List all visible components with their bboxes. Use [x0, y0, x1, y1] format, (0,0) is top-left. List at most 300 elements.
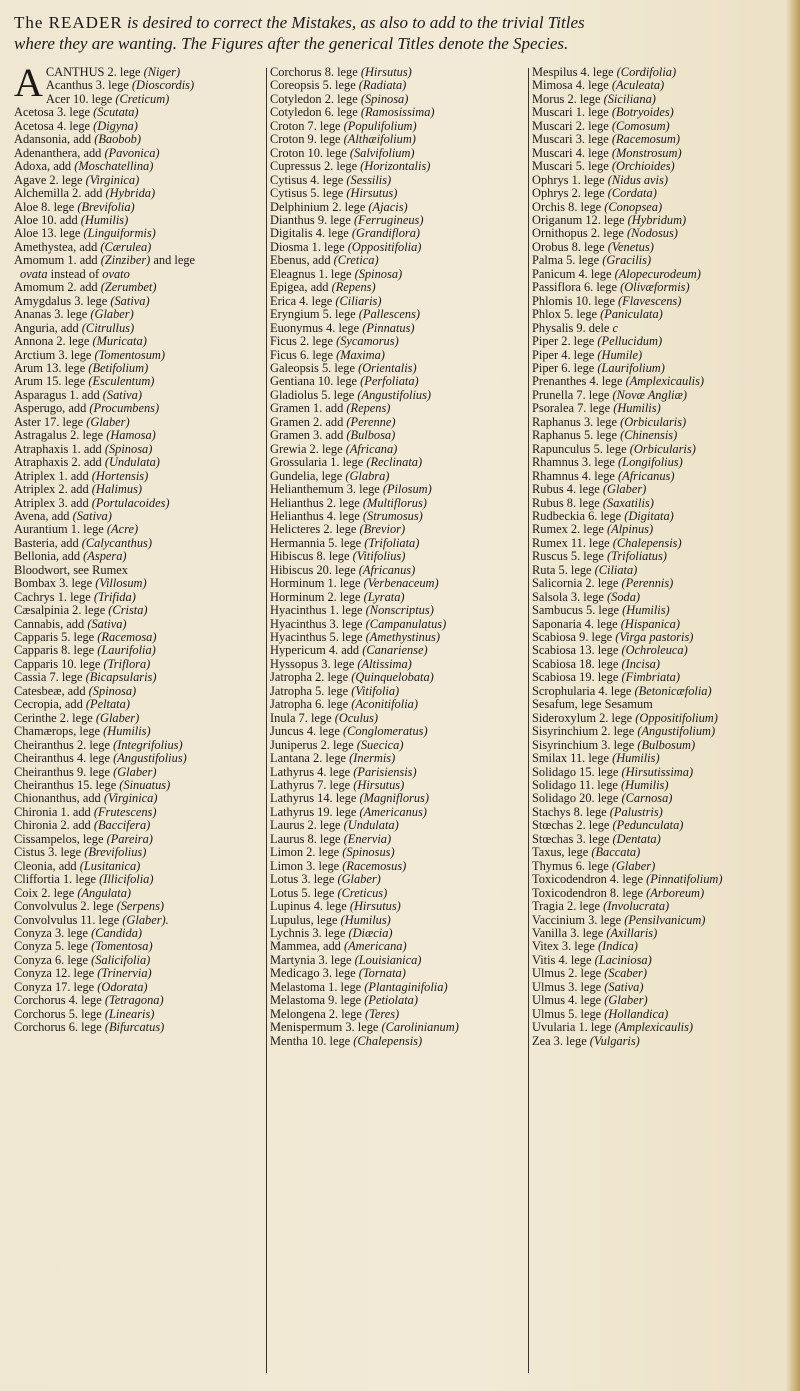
entry-species: (Salicifolia) — [91, 952, 151, 967]
errata-entry — [532, 497, 784, 510]
entry-species: (Americana) — [343, 939, 407, 954]
entry-text: Atriplex 3. add — [14, 495, 92, 510]
entry-species: (Bulbosum) — [637, 737, 696, 752]
entry-species: (Horizontalis) — [360, 159, 431, 174]
entry-species: (Axillaris) — [606, 926, 658, 940]
entry-text: Taxus, lege — [532, 845, 592, 860]
entry-species: (Comosum) — [611, 118, 670, 133]
entry-text: Helianthus 4. lege — [270, 508, 363, 523]
entry-species: (Virga pastoris) — [615, 630, 694, 645]
entry-text: Croton 7. lege — [270, 118, 344, 133]
entry-species: (Suecica) — [356, 737, 404, 752]
entry-text: Juncus 4. lege — [270, 724, 343, 739]
entry-text: Orobus 8. lege — [532, 239, 608, 254]
errata-entry — [532, 806, 784, 819]
entry-text: Mammea, add — [270, 939, 344, 954]
errata-entry — [270, 860, 525, 873]
entry-species: (Hirsutus) — [346, 186, 398, 201]
entry-species: (Laurifolium) — [597, 360, 665, 375]
entry-species: (Orbicularis) — [620, 414, 687, 429]
entry-text: Sisyrinchium 2. lege — [532, 724, 638, 739]
entry-text: Martynia 3. lege — [270, 952, 355, 967]
entry-species: (Creticus) — [337, 885, 388, 900]
entry-species: (Incisa) — [621, 656, 661, 671]
entry-text: Lupulus, lege — [270, 912, 341, 927]
entry-species: (Calycanthus) — [81, 535, 152, 550]
errata-entry — [532, 1008, 784, 1021]
entry-text: Ornithopus 2. lege — [532, 226, 627, 241]
entry-text: Corchorus 5. lege — [14, 1006, 105, 1021]
entry-text: Scrophularia 4. lege — [532, 683, 635, 698]
errata-entry — [14, 792, 264, 805]
entry-text: Zea 3. lege — [532, 1033, 590, 1048]
entry-species: (Spinosus) — [342, 845, 395, 860]
entry-species: (Orientalis) — [358, 360, 417, 375]
entry-text: Atriplex 2. add — [14, 482, 92, 497]
errata-entry — [270, 349, 525, 362]
entry-text: Cupressus 2. lege — [270, 159, 361, 174]
entry-text: Corchorus 4. lege — [14, 993, 105, 1008]
entry-species: (Sativa) — [110, 293, 150, 308]
entry-species: (Ramosissima) — [360, 105, 435, 120]
errata-entry — [14, 752, 264, 765]
entry-species: (Monstrosum) — [611, 145, 682, 160]
entry-text: Laurus 8. lege — [270, 831, 344, 846]
entry-text: Lathyrus 4. lege — [270, 764, 354, 779]
errata-entry — [14, 954, 264, 967]
entry-species: (Magniflorus) — [359, 791, 429, 806]
entry-species: (Lusitanica) — [79, 858, 141, 873]
entry-text: Mimosa 4. lege — [532, 78, 612, 93]
entry-text: Gladiolus 5. lege — [270, 387, 358, 402]
entry-text: Basteria, add — [14, 535, 82, 550]
entry-species: (Niger) — [143, 65, 181, 79]
entry-species: (Perenne) — [346, 414, 396, 429]
entry-text: Aurantium 1. lege — [14, 522, 107, 537]
entry-species: (Verbenaceum) — [363, 576, 439, 591]
errata-entry — [270, 833, 525, 846]
errata-entry — [270, 281, 525, 294]
errata-entry — [270, 443, 525, 456]
entry-text: Eryngium 5. lege — [270, 307, 359, 322]
errata-entry — [14, 860, 264, 873]
entry-species: (Humilis) — [80, 212, 129, 227]
column-rule-1 — [266, 68, 267, 1373]
errata-entry — [270, 227, 525, 240]
entry-text: Gramen 1. add — [270, 401, 347, 416]
entry-species: (Chalepensis) — [353, 1033, 423, 1048]
errata-entry — [532, 349, 784, 362]
entry-species: ovato — [102, 266, 130, 281]
entry-text: Gramen 2. add — [270, 414, 347, 429]
errata-entry — [270, 994, 525, 1007]
entry-species: (Humilis) — [103, 724, 151, 739]
entry-text: Adoxa, add — [14, 159, 75, 174]
errata-entry — [270, 779, 525, 792]
entry-species: (Ferrugineus) — [353, 212, 424, 227]
entry-text: Conyza 12. lege — [14, 966, 98, 981]
errata-entry — [270, 456, 525, 469]
entry-species: (Carnosa) — [621, 791, 673, 806]
errata-entry — [532, 429, 784, 442]
entry-text: Panicum 4. lege — [532, 266, 615, 281]
errata-entry — [14, 1008, 264, 1021]
entry-text: Bellonia, add — [14, 549, 84, 564]
entry-species: (Olivæformis) — [620, 280, 690, 295]
entry-species: (Serpens) — [116, 899, 165, 914]
entry-species: (Alpinus) — [607, 522, 654, 537]
entry-text: Ulmus 5. lege — [532, 1006, 605, 1021]
entry-text: Chironia 1. add — [14, 804, 94, 819]
entry-text: Grossularia 1. lege — [270, 455, 367, 470]
errata-column-3 — [532, 66, 784, 1048]
entry-species: (Sativa) — [72, 508, 112, 523]
errata-entry — [270, 523, 525, 536]
errata-entry — [270, 550, 525, 563]
entry-species: (Angulata) — [77, 885, 132, 900]
errata-entry — [270, 416, 525, 429]
errata-entry — [270, 497, 525, 510]
errata-entry — [14, 456, 264, 469]
entry-text: Hyssopus 3. lege — [270, 656, 358, 671]
errata-entry — [270, 174, 525, 187]
entry-species: (Pilosum) — [382, 482, 432, 497]
errata-entry — [14, 106, 264, 119]
entry-species: (Spinosa) — [354, 266, 403, 281]
errata-entry — [532, 120, 784, 133]
entry-text: Adenanthera, add — [14, 145, 105, 160]
entry-text: Astragalus 2. lege — [14, 428, 107, 443]
entry-text: Rapunculus 5. lege — [532, 441, 630, 456]
entry-suffix: and lege — [150, 253, 196, 268]
entry-species: (Perennis) — [621, 576, 674, 591]
errata-entry — [14, 470, 264, 483]
entry-species: (Sativa) — [604, 979, 644, 994]
errata-entry — [532, 456, 784, 469]
errata-entry — [532, 967, 784, 980]
errata-entry — [532, 725, 784, 738]
entry-text: Gramen 3. add — [270, 428, 347, 443]
entry-species: (Amethystinus) — [365, 630, 440, 645]
entry-text: Limon 3. lege — [270, 858, 343, 873]
entry-species: (Glaber) — [95, 710, 140, 725]
errata-entry — [270, 671, 525, 684]
entry-text: Acetosa 3. lege — [14, 105, 94, 120]
entry-text: Ulmus 2. lege — [532, 966, 605, 981]
errata-entry — [14, 698, 264, 711]
entry-species: (Humilis) — [621, 778, 669, 793]
errata-entry — [14, 833, 264, 846]
entry-text: Ficus 2. lege — [270, 334, 337, 349]
entry-species: (Vitifolia) — [351, 683, 400, 698]
errata-entry — [270, 537, 525, 550]
entry-species: (Aspera) — [83, 549, 127, 564]
entry-species: (Pinnatifolium) — [646, 872, 723, 887]
errata-entry — [14, 914, 264, 927]
entry-species: (Hirsutus) — [360, 65, 412, 79]
entry-species: (Pallescens) — [358, 307, 421, 322]
entry-species: (Cordifolia) — [616, 65, 677, 79]
errata-entry — [532, 160, 784, 173]
entry-text: Jatropha 6. lege — [270, 697, 352, 712]
entry-text: Scabiosa 9. lege — [532, 630, 616, 645]
errata-entry — [14, 389, 264, 402]
errata-entry — [532, 940, 784, 953]
entry-text: Bloodwort, see Rumex — [14, 562, 128, 577]
errata-entry — [532, 577, 784, 590]
entry-text: Scabiosa 13. lege — [532, 643, 622, 658]
errata-entry — [270, 927, 525, 940]
errata-entry — [270, 766, 525, 779]
entry-text: Stœchas 3. lege — [532, 831, 613, 846]
entry-text: Ulmus 4. lege — [532, 993, 605, 1008]
errata-entry — [14, 349, 264, 362]
errata-entry — [270, 66, 525, 79]
entry-text: Salsola 3. lege — [532, 589, 608, 604]
errata-entry — [14, 846, 264, 859]
entry-species: (Brevifolia) — [77, 199, 135, 214]
entry-species: (Soda) — [607, 589, 641, 604]
errata-entry — [532, 685, 784, 698]
entry-text: Rubus 4. lege — [532, 482, 603, 497]
errata-entry — [14, 725, 264, 738]
errata-entry — [532, 214, 784, 227]
entry-text: Asperugo, add — [14, 401, 90, 416]
errata-entry — [14, 671, 264, 684]
entry-text: Hypericum 4. add — [270, 643, 363, 658]
entry-text: Melongena 2. lege — [270, 1006, 365, 1021]
errata-entry — [270, 389, 525, 402]
errata-entry — [270, 1008, 525, 1021]
entry-species: (Longifolius) — [618, 455, 683, 470]
entry-species: (Saxatilis) — [602, 495, 654, 510]
errata-entry — [14, 806, 264, 819]
errata-entry — [270, 604, 525, 617]
errata-entry — [532, 698, 784, 711]
entry-species: (Nidus avis) — [607, 172, 668, 187]
entry-text: Rhamnus 3. lege — [532, 455, 619, 470]
entry-species: (Altissima) — [357, 656, 412, 671]
entry-species: (Trifoliatus) — [607, 549, 667, 564]
entry-text: Cassia 7. lege — [14, 670, 86, 685]
errata-entry — [14, 712, 264, 725]
entry-text: Delphinium 2. lege — [270, 199, 369, 214]
errata-entry — [532, 1035, 784, 1048]
errata-entry — [14, 644, 264, 657]
errata-entry — [532, 564, 784, 577]
entry-species: (Glaber) — [611, 858, 656, 873]
entry-species: (Bicapsularis) — [85, 670, 157, 685]
entry-species: (Lyrata) — [363, 589, 405, 604]
entry-text: Eleagnus 1. lege — [270, 266, 355, 281]
entry-species: (Orbicularis) — [629, 441, 696, 456]
entry-text: Cecropia, add — [14, 697, 86, 712]
errata-entry — [532, 981, 784, 994]
entry-species: (Dioscordis) — [131, 78, 195, 93]
entry-species: (Cretica) — [333, 253, 379, 268]
errata-entry — [14, 967, 264, 980]
errata-column-2 — [270, 66, 525, 1048]
entry-text: Gentiana 10. lege — [270, 374, 361, 389]
entry-text: Bombax 3. lege — [14, 576, 96, 591]
entry-text: Hyacinthus 1. lege — [270, 603, 366, 618]
entry-text: Sambucus 5. lege — [532, 603, 623, 618]
errata-entry — [14, 873, 264, 886]
errata-entry — [14, 497, 264, 510]
entry-species: (Brevifolius) — [84, 845, 147, 860]
entry-text: Phlox 5. lege — [532, 307, 601, 322]
entry-text: Sisyrinchium 3. lege — [532, 737, 638, 752]
entry-species: (Ciliata) — [594, 562, 638, 577]
entry-species: (Trifoliata) — [364, 535, 420, 550]
errata-entry — [14, 685, 264, 698]
entry-species: (Pareira) — [106, 831, 153, 846]
entry-species: (Dentata) — [612, 831, 661, 846]
page-edge — [786, 0, 800, 1391]
errata-entry — [532, 887, 784, 900]
errata-entry — [14, 940, 264, 953]
entry-text: Ophrys 2. lege — [532, 186, 608, 201]
entry-species: (Vitifolius) — [352, 549, 406, 564]
entry-species: (Carolinianum) — [381, 1020, 459, 1035]
entry-text: Adansonia, add — [14, 132, 95, 147]
entry-text: Helianthus 2. lege — [270, 495, 363, 510]
entry-species: (Villosum) — [95, 576, 147, 591]
entry-species: (Digyna) — [93, 118, 138, 133]
errata-entry — [270, 967, 525, 980]
entry-species: (Grandiflora) — [351, 226, 421, 241]
entry-species: (Virginica) — [85, 172, 140, 187]
entry-text: Toxicodendron 4. lege — [532, 872, 647, 887]
errata-entry — [14, 160, 264, 173]
entry-species: (Strumosus) — [362, 508, 423, 523]
errata-entry — [14, 591, 264, 604]
entry-species: (Maxima) — [336, 347, 385, 362]
errata-entry — [532, 362, 784, 375]
entry-species: (Multiflorus) — [362, 495, 427, 510]
errata-entry — [14, 577, 264, 590]
errata-entry — [270, 470, 525, 483]
errata-entry — [14, 739, 264, 752]
errata-entry — [532, 201, 784, 214]
entry-text: Lotus 3. lege — [270, 872, 338, 887]
entry-text: Hermannia 5. lege — [270, 535, 365, 550]
errata-entry — [532, 618, 784, 631]
entry-species: (Baccifera) — [93, 818, 151, 833]
entry-species: ovata — [20, 266, 48, 281]
entry-text: Aloe 8. lege — [14, 199, 78, 214]
entry-species: (Linearis) — [104, 1006, 155, 1021]
entry-text: Cliffortia 1. lege — [14, 872, 100, 887]
entry-text: Uvularia 1. lege — [532, 1020, 615, 1035]
entry-text: Lychnis 3. lege — [270, 926, 349, 940]
entry-species: (Sessilis) — [346, 172, 392, 187]
entry-species: (Citrullus) — [81, 320, 135, 335]
entry-text: Helicteres 2. lege — [270, 522, 360, 537]
entry-text: Chamærops, lege — [14, 724, 104, 739]
errata-entry — [532, 187, 784, 200]
errata-entry — [270, 241, 525, 254]
entry-text: Avena, add — [14, 508, 73, 523]
entry-text: Convolvulus 2. lege — [14, 899, 117, 914]
errata-entry — [532, 860, 784, 873]
entry-text: Solidago 15. lege — [532, 764, 622, 779]
errata-entry — [270, 402, 525, 415]
errata-entry — [14, 604, 264, 617]
errata-entry — [532, 93, 784, 106]
entry-text: Hibiscus 8. lege — [270, 549, 353, 564]
entry-species: (Racemosus) — [342, 858, 407, 873]
errata-entry — [270, 658, 525, 671]
errata-entry — [532, 510, 784, 523]
entry-species: (Humilis) — [613, 401, 661, 416]
entry-species: (Teres) — [364, 1006, 400, 1021]
errata-entry — [270, 160, 525, 173]
errata-entry — [532, 375, 784, 388]
entry-species: (Brevior) — [359, 522, 406, 537]
entry-species: (Triflora) — [103, 656, 151, 671]
entry-text: Solidago 11. lege — [532, 778, 622, 793]
entry-text: Cissampelos, lege — [14, 831, 107, 846]
entry-text: Piper 6. lege — [532, 360, 598, 375]
entry-species: (Petiolata) — [364, 993, 418, 1008]
errata-entry — [532, 79, 784, 92]
entry-text: Cytisus 5. lege — [270, 186, 347, 201]
entry-text: Jatropha 5. lege — [270, 683, 352, 698]
entry-text: Toxicodendron 8. lege — [532, 885, 647, 900]
entry-text: Atraphaxis 2. add — [14, 455, 105, 470]
entry-text: Diosma 1. lege — [270, 239, 348, 254]
entry-text: Atraphaxis 1. add — [14, 441, 105, 456]
errata-entry — [14, 631, 264, 644]
errata-entry — [14, 1021, 264, 1034]
entry-text: Agave 2. lege — [14, 172, 86, 187]
entry-text: Juniperus 2. lege — [270, 737, 357, 752]
entry-species: (Hirsutissima) — [621, 764, 694, 779]
entry-text: CANTHUS 2. lege — [45, 65, 144, 79]
entry-text: Aster 17. lege — [14, 414, 87, 429]
errata-entry — [14, 887, 264, 900]
entry-text: Hyacinthus 3. lege — [270, 616, 366, 631]
entry-text: Rhamnus 4. lege — [532, 468, 619, 483]
entry-species: (Bifurcatus) — [104, 1020, 165, 1035]
errata-entry — [532, 833, 784, 846]
entry-species: (Botryoides) — [611, 105, 674, 120]
entry-species: (Peltata) — [85, 697, 130, 712]
entry-species: (Radiata) — [358, 78, 407, 93]
errata-entry — [270, 846, 525, 859]
entry-species: (Perfoliata) — [360, 374, 419, 389]
entry-text: Annona 2. lege — [14, 334, 93, 349]
entry-species: (Campanulatus) — [365, 616, 447, 631]
entry-species: (Oculus) — [334, 710, 379, 725]
column-rule-2 — [528, 68, 529, 1373]
entry-species: (Indica) — [598, 939, 638, 954]
entry-species: (Inermis) — [349, 751, 396, 766]
entry-text: Vaccinium 3. lege — [532, 912, 625, 927]
entry-text: Cæsalpinia 2. lege — [14, 603, 109, 618]
errata-entry — [532, 268, 784, 281]
entry-text: Ophrys 1. lege — [532, 172, 608, 187]
errata-entry — [14, 147, 264, 160]
errata-entry — [270, 187, 525, 200]
errata-entry — [532, 927, 784, 940]
errata-entry — [270, 739, 525, 752]
errata-entry — [14, 254, 264, 267]
entry-species: (Ciliaris) — [335, 293, 382, 308]
errata-entry — [532, 658, 784, 671]
entry-species: (Crista) — [108, 603, 148, 618]
